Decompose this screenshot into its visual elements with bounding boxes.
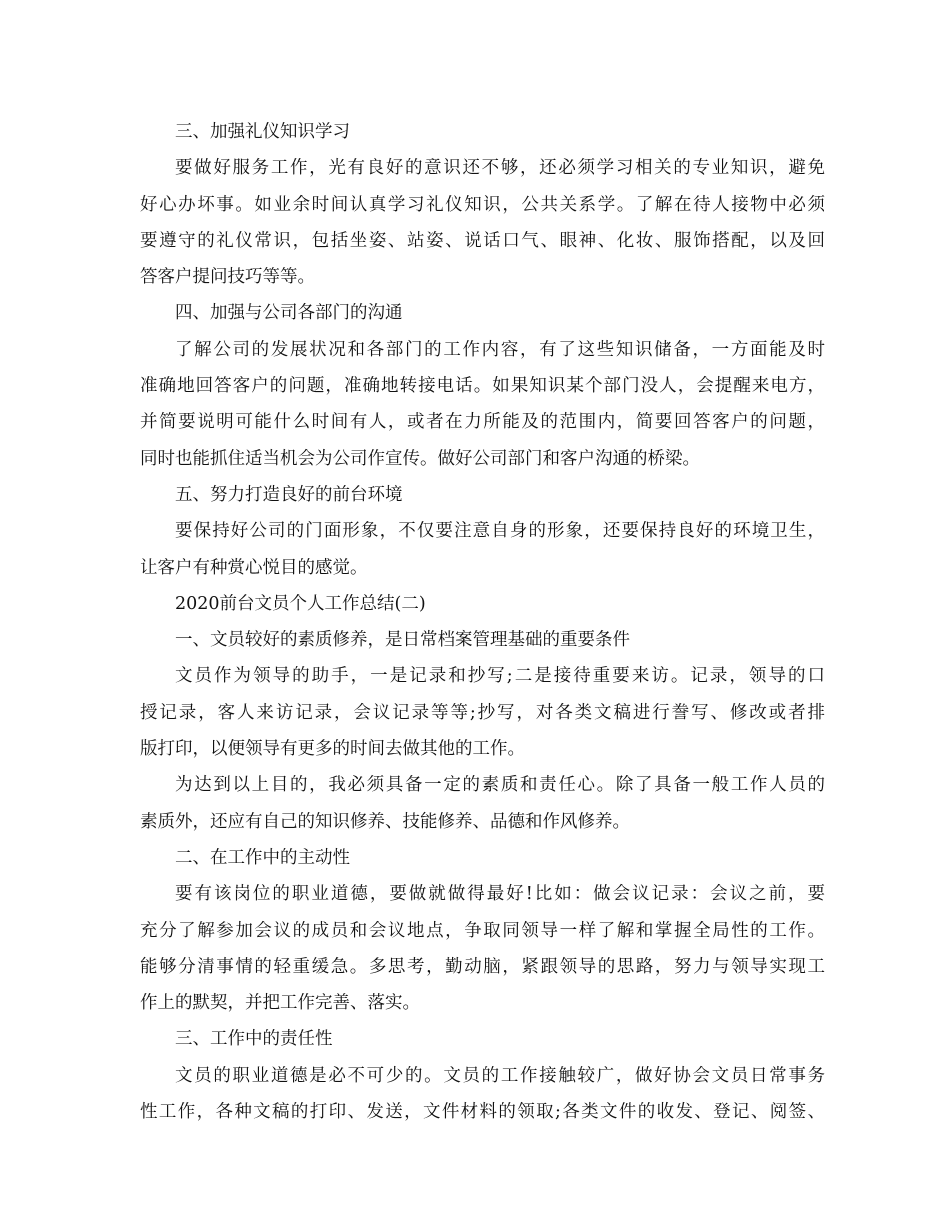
text-line: 让客户有种赏心悦目的感觉。	[140, 557, 368, 578]
text-line: 为达到以上目的，我必须具备一定的素质和责任心。除了具备一般工作人员的	[175, 775, 825, 796]
text-line: 要保持好公司的门面形象，不仅要注意自身的形象，还要保持良好的环境卫生，	[175, 521, 825, 542]
text-line: 四、加强与公司各部门的沟通	[175, 303, 403, 324]
text-line: 答客户提问技巧等等。	[140, 267, 315, 288]
text-line: 性工作，各种文稿的打印、发送，文件材料的领取;各类文件的收发、登记、阅签、	[140, 1102, 825, 1123]
text-line: 五、努力打造良好的前台环境	[175, 484, 403, 505]
text-line: 要遵守的礼仪常识，包括坐姿、站姿、说话口气、眼神、化妆、服饰搭配，以及回	[140, 230, 825, 251]
text-line: 要有该岗位的职业道德，要做就做得最好!比如：做会议记录：会议之前，要	[175, 884, 825, 905]
text-line: 三、加强礼仪知识学习	[175, 122, 350, 142]
text-line: 能够分清事情的轻重缓急。多思考，勤动脑，紧跟领导的思路，努力与领导实现工	[140, 956, 825, 977]
text-line: 要做好服务工作，光有良好的意识还不够，还必须学习相关的专业知识，避免	[175, 158, 825, 179]
text-line: 一、文员较好的素质修养，是日常档案管理基础的重要条件	[175, 630, 630, 651]
text-line: 文员的职业道德是必不可少的。文员的工作接触较广，做好协会文员日常事务	[175, 1065, 825, 1086]
text-line: 充分了解参加会议的成员和会议地点，争取同领导一样了解和掌握全局性的工作。	[140, 920, 825, 941]
text-line: 准确地回答客户的问题，准确地转接电话。如果知识某个部门没人，会提醒来电方，	[140, 376, 825, 397]
text-line: 了解公司的发展状况和各部门的工作内容，有了这些知识储备，一方面能及时	[175, 339, 825, 360]
text-line: 2020前台文员个人工作总结(二)	[175, 593, 426, 614]
text-line: 授记录，客人来访记录，会议记录等等;抄写，对各类文稿进行誊写、修改或者排	[140, 702, 825, 723]
text-line: 同时也能抓住适当机会为公司作宣传。做好公司部门和客户沟通的桥梁。	[140, 448, 700, 469]
document-body	[140, 114, 825, 1130]
text-line: 二、在工作中的主动性	[175, 847, 350, 868]
text-line: 好心办坏事。如业余时间认真学习礼仪知识，公共关系学。了解在待人接物中必须	[140, 194, 825, 215]
text-line: 文员作为领导的助手，一是记录和抄写;二是接待重要来访。记录，领导的口	[175, 666, 825, 687]
text-line: 作上的默契，并把工作完善、落实。	[140, 993, 420, 1014]
text-line: 版打印，以便领导有更多的时间去做其他的工作。	[140, 739, 525, 760]
text-line: 三、工作中的责任性	[175, 1029, 333, 1050]
text-line: 素质外，还应有自己的知识修养、技能修养、品德和作风修养。	[140, 811, 630, 832]
text-line: 并简要说明可能什么时间有人，或者在力所能及的范围内，简要回答客户的问题，	[140, 412, 825, 433]
